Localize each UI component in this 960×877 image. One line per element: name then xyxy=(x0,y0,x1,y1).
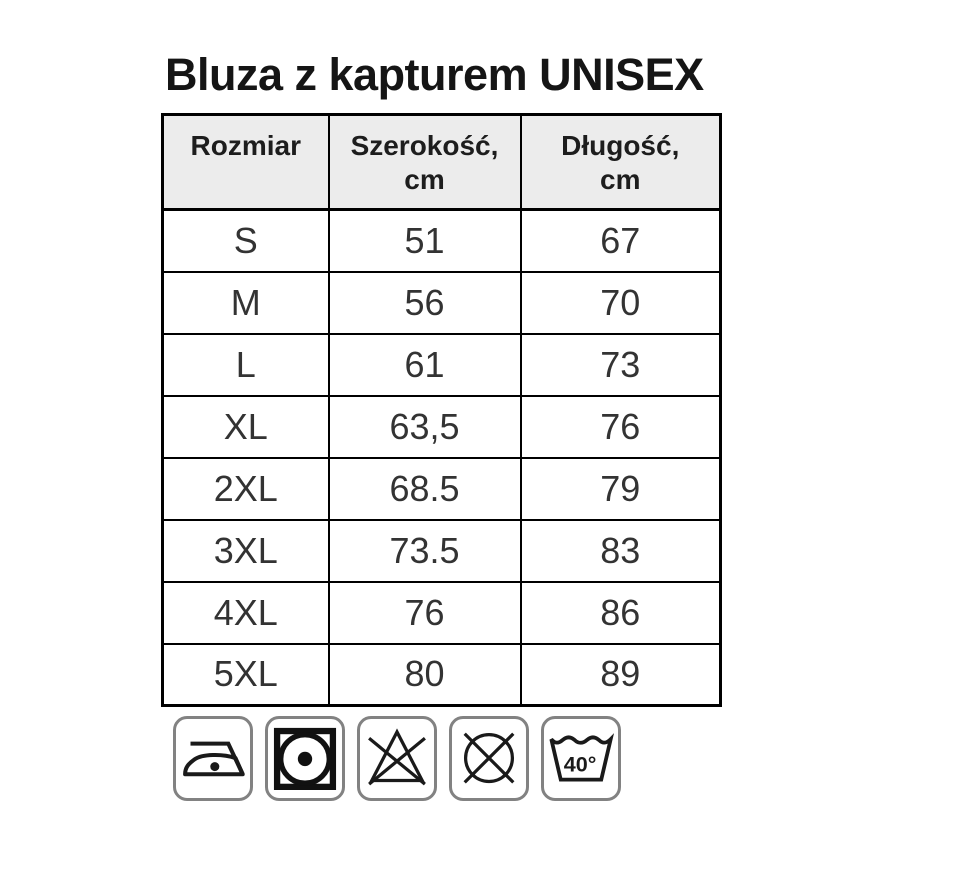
page-title: Bluza z kapturem UNISEX xyxy=(165,49,704,100)
table-row xyxy=(163,334,721,396)
size-cell: 4XL xyxy=(163,582,329,644)
length-cell: 89 xyxy=(521,644,721,706)
length-cell: 76 xyxy=(521,396,721,458)
size-cell: 2XL xyxy=(163,458,329,520)
size-cell: 3XL xyxy=(163,520,329,582)
width-cell: 51 xyxy=(329,210,521,272)
width-cell: 80 xyxy=(329,644,521,706)
length-cell: 79 xyxy=(521,458,721,520)
wash-temp-label: 40° xyxy=(563,751,597,777)
size-cell: M xyxy=(163,272,329,334)
width-cell: 61 xyxy=(329,334,521,396)
tumble-dry-icon xyxy=(265,716,345,801)
table-row xyxy=(163,396,721,458)
size-cell: S xyxy=(163,210,329,272)
table-row xyxy=(163,582,721,644)
do-not-dry-clean-icon xyxy=(449,716,529,801)
table-row xyxy=(163,210,721,272)
header-label: Szerokość, xyxy=(350,130,499,161)
size-table xyxy=(161,113,722,707)
table-header-row xyxy=(163,115,721,210)
header-cell-width xyxy=(329,115,521,210)
width-cell: 68.5 xyxy=(329,458,521,520)
table-row xyxy=(163,644,721,706)
width-cell: 76 xyxy=(329,582,521,644)
length-cell: 70 xyxy=(521,272,721,334)
width-cell: 73.5 xyxy=(329,520,521,582)
length-cell: 83 xyxy=(521,520,721,582)
header-label: Długość, xyxy=(561,130,680,161)
table-row xyxy=(163,520,721,582)
header-cell-size xyxy=(163,115,329,210)
width-cell: 56 xyxy=(329,272,521,334)
iron-icon xyxy=(173,716,253,801)
length-cell: 67 xyxy=(521,210,721,272)
header-label: Rozmiar xyxy=(190,130,301,161)
size-cell: XL xyxy=(163,396,329,458)
care-symbols-row xyxy=(173,716,621,801)
width-cell: 63,5 xyxy=(329,396,521,458)
header-cell-length xyxy=(521,115,721,210)
header-unit: cm xyxy=(600,164,641,195)
length-cell: 86 xyxy=(521,582,721,644)
size-cell: 5XL xyxy=(163,644,329,706)
table-row xyxy=(163,272,721,334)
header-unit: cm xyxy=(404,164,445,195)
length-cell: 73 xyxy=(521,334,721,396)
table-row xyxy=(163,458,721,520)
size-cell: L xyxy=(163,334,329,396)
wash-40-icon xyxy=(541,716,621,801)
do-not-bleach-icon xyxy=(357,716,437,801)
